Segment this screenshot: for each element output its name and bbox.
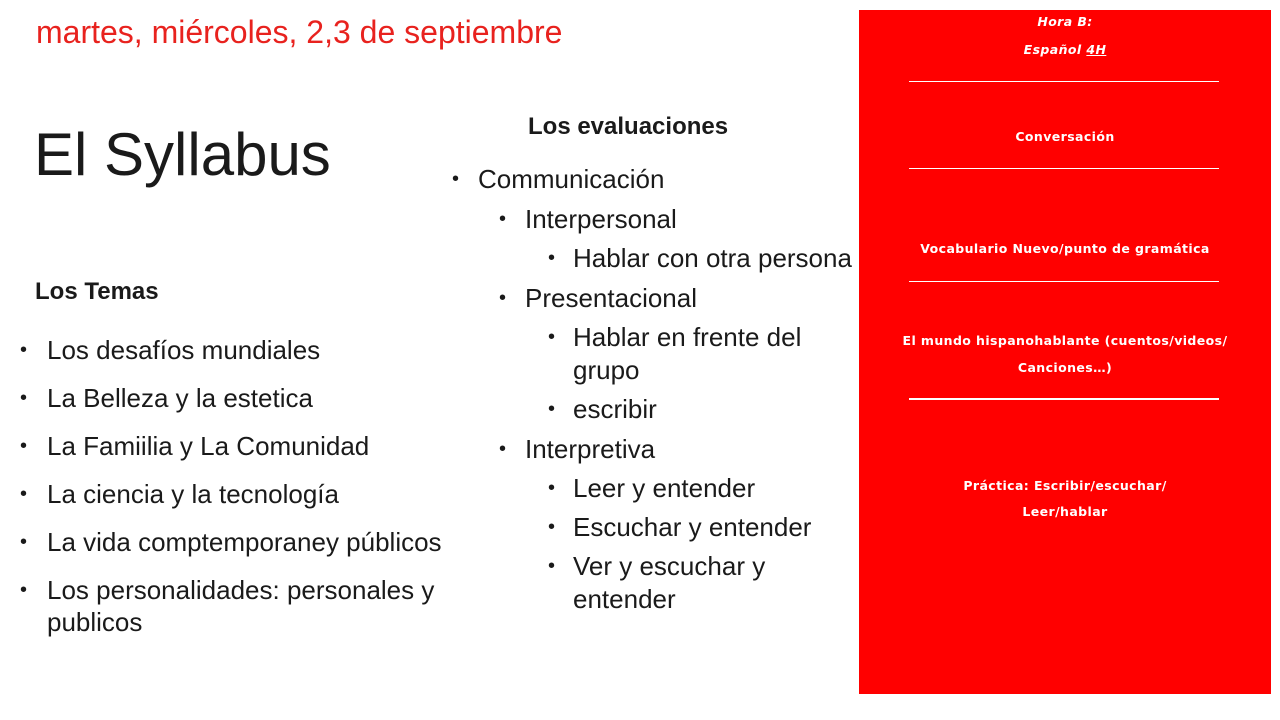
list-item: • La Famiilia y La Comunidad: [20, 431, 370, 461]
list-item: • Leer y entender: [548, 473, 756, 503]
evaluaciones-heading: Los evaluaciones: [528, 113, 729, 140]
agenda-conversacion: Conversación: [1015, 129, 1115, 144]
agenda-panel: [859, 10, 1271, 694]
list-item: • Ver y escuchar y entender: [548, 551, 766, 614]
bullet-icon: •: [548, 555, 556, 577]
list-item: • Hablar en frente del grupo: [548, 322, 802, 385]
bullet-icon: •: [20, 483, 28, 505]
list-item: • Los desafíos mundiales: [20, 335, 321, 365]
bullet-icon: •: [20, 531, 28, 553]
list-item: • La vida comptemporaney públicos: [20, 527, 442, 557]
temas-heading: Los Temas: [35, 278, 159, 305]
bullet-icon: •: [20, 339, 28, 361]
list-item: • Escuchar y entender: [548, 512, 812, 542]
bullet-icon: •: [20, 579, 28, 601]
agenda-practica-line2: Leer/hablar: [1022, 504, 1108, 519]
list-item: • Interpersonal: [499, 204, 677, 234]
bullet-icon: •: [20, 435, 28, 457]
agenda-divider: [909, 168, 1219, 169]
slide-date: martes, miércoles, 2,3 de septiembre: [36, 14, 563, 50]
agenda-mundo-line1: El mundo hispanohablante (cuentos/videos/: [902, 333, 1228, 348]
agenda-divider: [909, 398, 1219, 400]
bullet-icon: •: [499, 438, 507, 460]
bullet-icon: •: [548, 516, 556, 538]
agenda-practica-line1: Práctica: Escribir/escuchar/: [963, 478, 1167, 493]
list-item: • La ciencia y la tecnología: [20, 479, 339, 509]
agenda-vocabulario: Vocabulario Nuevo/punto de gramática: [920, 241, 1210, 256]
bullet-icon: •: [499, 208, 507, 230]
bullet-icon: •: [548, 326, 556, 348]
list-item: • Interpretiva: [499, 434, 656, 464]
list-item: • Hablar con otra persona: [548, 243, 852, 273]
evaluaciones-list: [452, 162, 852, 622]
list-item: • escribir: [548, 394, 657, 424]
list-item: • Presentacional: [499, 283, 697, 313]
agenda-class: Español 4H: [1023, 42, 1107, 57]
bullet-icon: •: [548, 398, 556, 420]
agenda-hora: Hora B:: [1037, 14, 1093, 29]
bullet-icon: •: [452, 168, 460, 190]
temas-list: [20, 334, 500, 654]
list-item: • Communicación: [452, 164, 665, 194]
bullet-icon: •: [548, 477, 556, 499]
bullet-icon: •: [548, 247, 556, 269]
bullet-icon: •: [499, 287, 507, 309]
list-item: • La Belleza y la estetica: [20, 383, 313, 413]
list-item: • Los personalidades: personales y publicos: [20, 575, 435, 637]
bullet-icon: •: [20, 387, 28, 409]
agenda-divider: [909, 81, 1219, 82]
slide-title: El Syllabus: [34, 121, 331, 188]
agenda-mundo-line2: Canciones…): [1017, 360, 1113, 375]
agenda-divider: [909, 281, 1219, 282]
